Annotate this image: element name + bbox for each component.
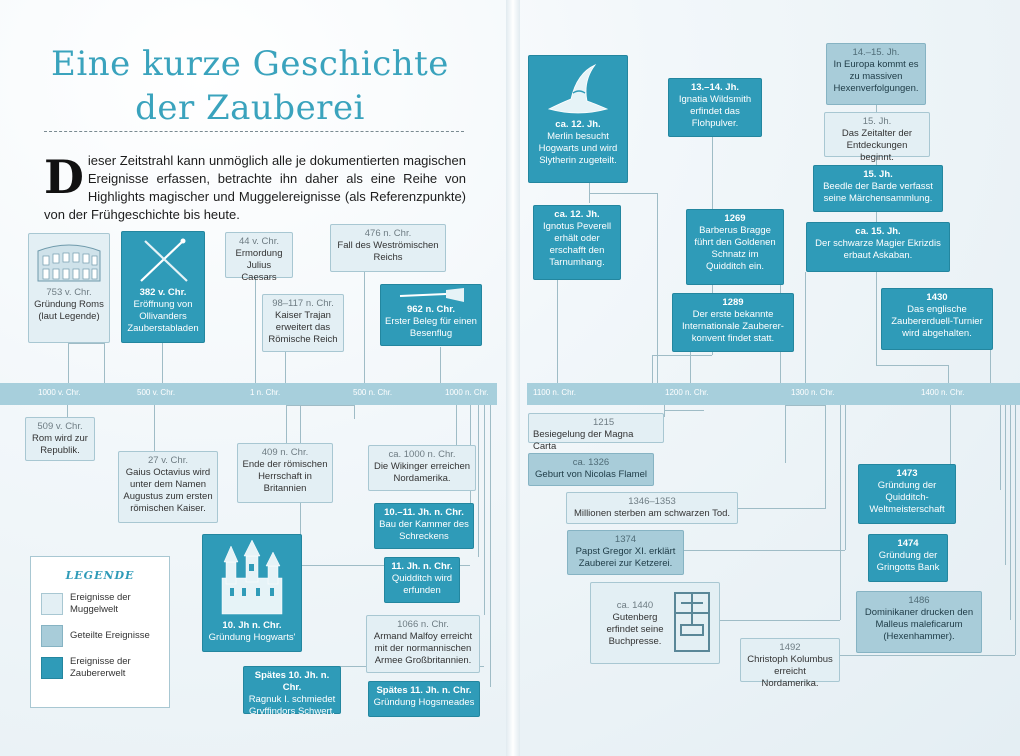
event-gryffindor-sword: Spätes 10. Jh. n. Chr. Ragnuk I. schmiedet Gryffindors Schwert.: [243, 666, 341, 714]
axis-tick: 1100 n. Chr.: [533, 388, 576, 397]
connector: [664, 405, 665, 417]
legend: [30, 556, 170, 708]
wands-icon: [133, 235, 193, 285]
connector: [990, 350, 991, 383]
event-askaban: ca. 15. Jh. Der schwarze Magier Ekrizdis erbaut Askaban.: [806, 222, 950, 272]
event-1000ad: ca. 1000 n. Chr. Die Wikinger erreichen Nordamerika.: [368, 445, 476, 491]
castle-icon: [212, 538, 292, 618]
event-hogwarts: 10. Jh n. Chr. Gründung Hogwarts': [202, 534, 302, 652]
broom-icon: [396, 288, 466, 302]
page-title: Eine kurze Geschichte der Zauberei: [51, 44, 449, 128]
colosseum-icon: [34, 237, 104, 285]
connector: [1015, 405, 1016, 655]
legend-swatch-shared: [41, 625, 63, 647]
event-gutenberg: [590, 582, 720, 664]
connector: [154, 405, 155, 451]
connector: [805, 272, 806, 383]
timeline-axis-right: [527, 383, 1020, 405]
connector: [286, 405, 354, 406]
event-gringotts: 1474 Gründung der Gringotts Bank: [868, 534, 948, 582]
event-ignotus: ca. 12. Jh. Ignotus Peverell erhält oder erschafft den Tarnumhang.: [533, 205, 621, 280]
title-divider: [44, 131, 464, 132]
event-962ad: 962 n. Chr. Erster Beleg für einen Besenflug: [380, 284, 482, 346]
axis-tick: 1000 n. Chr.: [445, 388, 489, 397]
event-14-15jh: 14.–15. Jh. In Europa kommt es zu massiven Hexenverfolgungen.: [826, 43, 926, 105]
legend-swatch-muggle: [41, 593, 63, 615]
legend-swatch-wizard: [41, 657, 63, 679]
connector: [364, 272, 365, 383]
axis-tick: 500 n. Chr.: [353, 388, 393, 397]
connector: [876, 365, 948, 366]
connector: [652, 355, 712, 356]
connector: [589, 193, 657, 194]
connector: [162, 343, 163, 383]
connector: [1000, 405, 1001, 490]
event-merlin: ca. 12. Jh. Merlin besucht Hogwarts und wird Slytherin zugeteilt.: [528, 55, 628, 183]
event-malleus: 1486 Dominikaner drucken den Malleus maleficarum (Hexenhammer).: [856, 591, 982, 653]
connector: [838, 655, 1015, 656]
connector: [840, 405, 841, 620]
book-gutter: [506, 0, 520, 756]
connector: [104, 343, 105, 383]
connector: [738, 508, 826, 509]
event-quidditch: 11. Jh. n. Chr. Quidditch wird erfunden: [384, 557, 460, 603]
connector: [456, 405, 457, 445]
event-382bc: 382 v. Chr. Eröffnung von Ollivanders Zauberstabladen: [121, 231, 205, 343]
event-753bc: 753 v. Chr. Gründung Roms (laut Legende): [28, 233, 110, 343]
connector: [286, 405, 287, 443]
connector: [484, 405, 485, 615]
connector: [825, 405, 826, 508]
axis-tick: 1400 n. Chr.: [921, 388, 965, 397]
connector: [255, 278, 256, 383]
event-hogsmeade: Spätes 11. Jh. n. Chr. Gründung Hogsmeades: [368, 681, 480, 717]
event-black-death: 1346–1353 Millionen sterben am schwarzen Tod.: [566, 492, 738, 524]
event-1289: 1289 Der erste bekannte Internationale Zauberer-konvent findet statt.: [672, 293, 794, 352]
connector: [354, 405, 355, 419]
axis-tick: 1200 n. Chr.: [665, 388, 709, 397]
legend-item-muggle: Ereignisse der Muggelwelt: [41, 592, 159, 616]
axis-tick: 1300 n. Chr.: [791, 388, 835, 397]
intro-text: ieser Zeitstrahl kann unmöglich alle je dokumentierten magischen Ereignisse erfassen, betrachte ihn daher als eine Reihe von Highlights magischer und Muggelereignisse (als Referenzpunkte) von der Frühgeschichte bis heute.: [44, 153, 466, 222]
axis-tick: 500 v. Chr.: [137, 388, 176, 397]
event-quidditch-cup: 1473 Gründung der Quidditch-Weltmeisterschaft: [858, 464, 956, 524]
event-509bc: 509 v. Chr. Rom wird zur Republik.: [25, 417, 95, 461]
event-1374: 1374 Papst Gregor XI. erklärt Zauberei zur Ketzerei.: [567, 530, 684, 575]
connector: [684, 550, 845, 551]
event-27bc: 27 v. Chr. Gaius Octavius wird unter dem Namen Augustus zum ersten römischen Kaiser.: [118, 451, 218, 523]
connector: [67, 405, 68, 417]
connector: [68, 343, 104, 344]
event-15jh-discovery: 15. Jh. Das Zeitalter der Entdeckungen beginnt.: [824, 112, 930, 157]
connector: [285, 352, 286, 383]
intro-paragraph: [44, 152, 466, 224]
connector: [664, 410, 704, 411]
legend-item-shared: Geteilte Ereignisse: [41, 625, 159, 647]
connector: [950, 405, 951, 465]
connector: [557, 280, 558, 383]
gutenberg-text: ca. 1440 Gutenberg erfindet seine Buchpresse.: [606, 600, 664, 647]
event-98ad: 98–117 n. Chr. Kaiser Trajan erweitert das Römische Reich: [262, 294, 344, 352]
connector: [1010, 405, 1011, 620]
connector: [478, 405, 479, 557]
event-1066ad: 1066 n. Chr. Armand Malfoy erreicht mit der normannischen Armee Großbritannien.: [366, 615, 480, 673]
intro-dropcap: D: [44, 150, 84, 204]
axis-tick: 1000 v. Chr.: [38, 388, 81, 397]
event-flamel: ca. 1326 Geburt von Nicolas Flamel: [528, 453, 654, 486]
event-beedle: 15. Jh. Beedle der Barde verfasst seine Märchensammlung.: [813, 165, 943, 212]
event-chamber: 10.–11. Jh. n. Chr. Bau der Kammer des Schreckens: [374, 503, 474, 549]
connector: [440, 347, 441, 383]
event-floo: 13.–14. Jh. Ignatia Wildsmith erfindet das Flohpulver.: [668, 78, 762, 137]
connector: [690, 352, 691, 383]
event-409ad: 409 n. Chr. Ende der römischen Herrschaft in Britannien: [237, 443, 333, 503]
sorting-hat-icon: [543, 59, 613, 117]
legend-title: LEGENDE: [65, 569, 135, 582]
event-1215: 1215 Besiegelung der Magna Carta: [528, 413, 664, 443]
connector: [490, 405, 491, 687]
event-44bc: 44 v. Chr. Ermordung Julius Caesars: [225, 232, 293, 278]
connector: [785, 405, 786, 463]
event-columbus: 1492 Christoph Kolumbus erreicht Nordamerika.: [740, 638, 840, 682]
legend-item-wizard: Ereignisse der Zaubererwelt: [41, 656, 159, 680]
connector: [720, 620, 840, 621]
event-476ad: 476 n. Chr. Fall des Weströmischen Reichs: [330, 224, 446, 272]
connector: [1005, 405, 1006, 565]
connector: [845, 405, 846, 550]
axis-tick: 1 n. Chr.: [250, 388, 281, 397]
event-1269: 1269 Barberus Bragge führt den Goldenen Schnatz im Quidditch ein.: [686, 209, 784, 285]
timeline-axis-left: [0, 383, 497, 405]
connector: [948, 365, 949, 383]
printing-press-icon: [671, 589, 713, 655]
event-1430: 1430 Das englische Zaubererduell-Turnier wird abgehalten.: [881, 288, 993, 350]
connector: [652, 355, 653, 383]
connector: [68, 343, 69, 383]
connector: [785, 405, 825, 406]
